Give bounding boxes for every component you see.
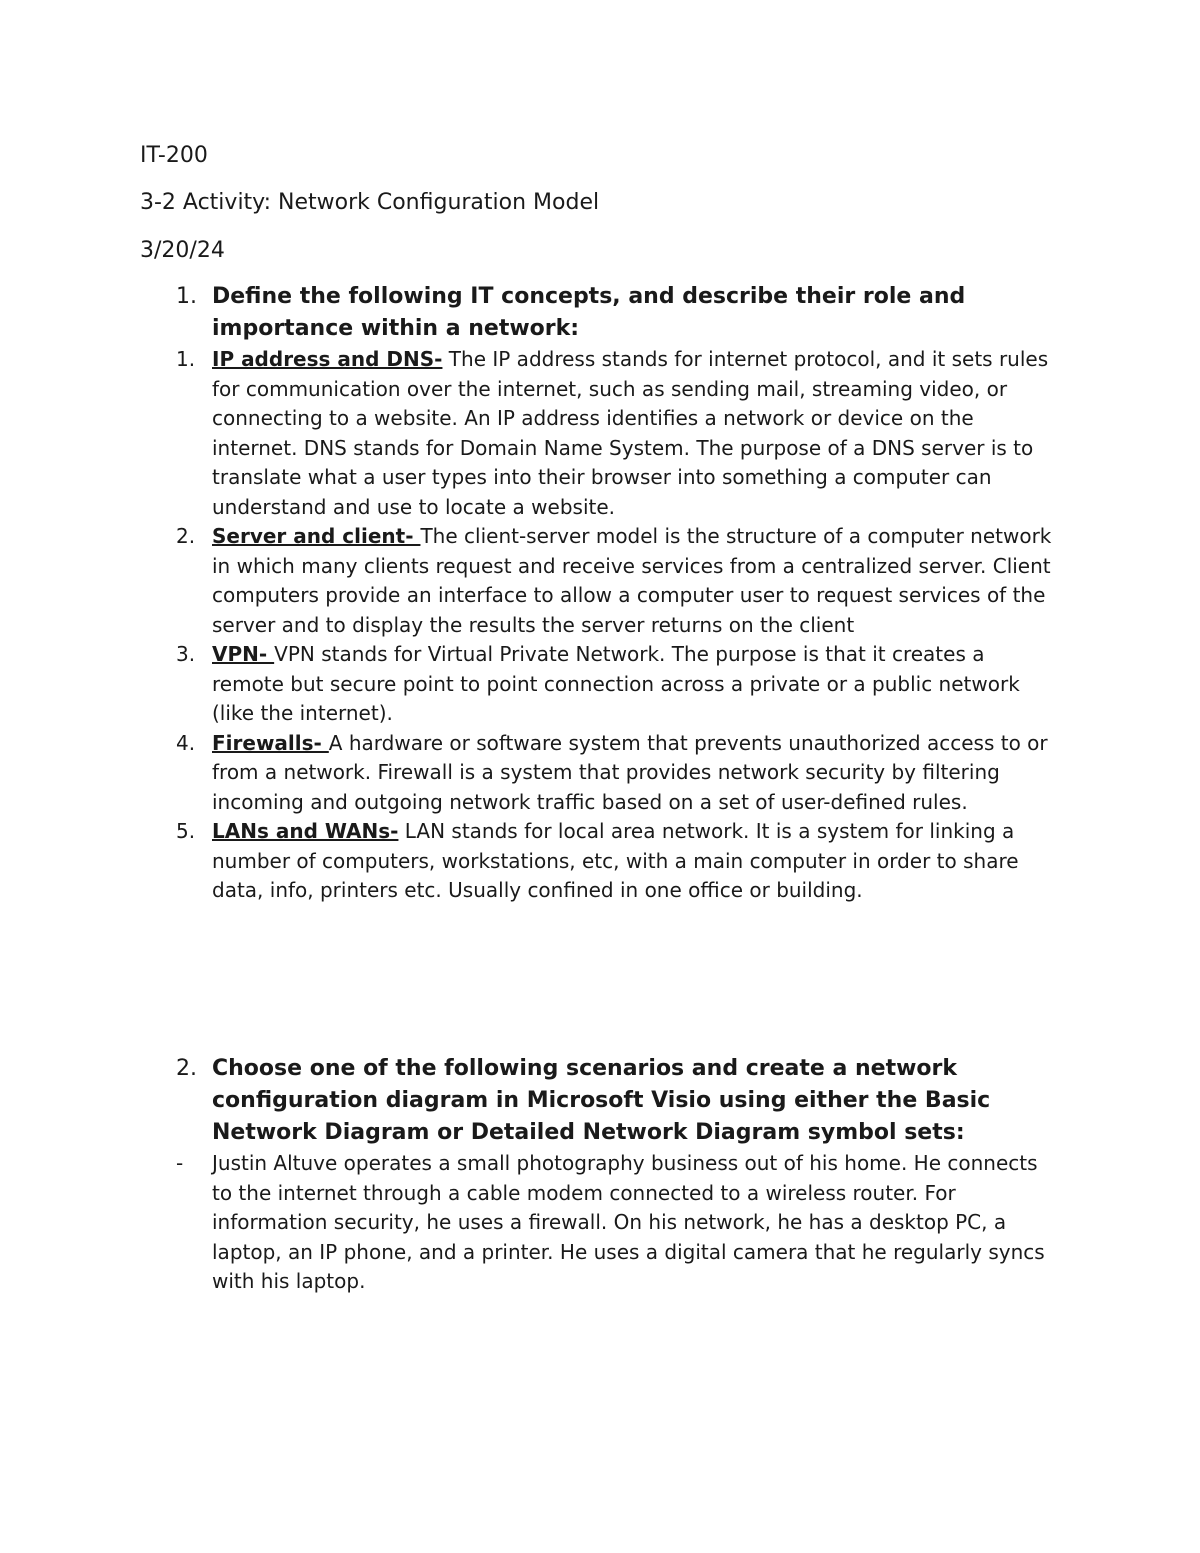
question-2-number: 2. bbox=[176, 1056, 197, 1081]
concept-number: 3. bbox=[176, 642, 196, 666]
concept-term: LANs and WANs- bbox=[212, 819, 399, 843]
question-1-number: 1. bbox=[176, 284, 197, 309]
concept-term: Server and client- bbox=[212, 524, 421, 548]
scenario-item bbox=[0, 1149, 1200, 1297]
concept-description: The IP address stands for internet protocol, and it sets rules for communication over the internet, such as sending mail, streaming video, or connecting to a website. An IP address identifies a network or device on the internet. DNS stands for Domain Name System. The purpose of a DNS server is to translate what a user types into their browser into something a computer can understand and use to locate a website. bbox=[212, 347, 1049, 519]
concept-number: 1. bbox=[176, 347, 196, 371]
concept-number: 4. bbox=[176, 730, 196, 755]
question-1-text: Define the following IT concepts, and describe their role and importance within a network: bbox=[212, 284, 966, 341]
concept-description: VPN stands for Virtual Private Network. The purpose is that it creates a remote but secure point to point connection across a private or a public network (like the internet). bbox=[212, 642, 1020, 725]
concept-term: Firewalls- bbox=[212, 730, 329, 755]
scenario-bullet: - bbox=[176, 1151, 184, 1175]
concept-number: 5. bbox=[176, 819, 196, 843]
concept-firewalls bbox=[0, 729, 1200, 818]
course-code: IT-200 bbox=[140, 143, 208, 168]
question-1 bbox=[0, 281, 1200, 345]
concept-description: LAN stands for local area network. It is a system for linking a number of computers, workstations, etc, with a main computer in order to share data, info, printers etc. Usually confined in one office or building. bbox=[212, 819, 1019, 902]
concept-number: 2. bbox=[176, 524, 196, 548]
concept-ip-dns bbox=[0, 345, 1200, 522]
scenario-text: Justin Altuve operates a small photography business out of his home. He connects to the internet through a cable modem connected to a wireless router. For information security, he uses a firewall. On his network, he has a desktop PC, a laptop, an IP phone, and a printer. He uses a digital camera that he regularly syncs with his laptop. bbox=[212, 1151, 1045, 1293]
concept-term: VPN- bbox=[212, 642, 275, 666]
concept-term: IP address and DNS- bbox=[212, 347, 443, 371]
question-1-block bbox=[0, 281, 1200, 906]
document-date: 3/20/24 bbox=[140, 238, 225, 263]
concept-server-client bbox=[0, 522, 1200, 640]
document-title: 3-2 Activity: Network Configuration Model bbox=[140, 190, 600, 215]
question-2-block bbox=[0, 1053, 1200, 1297]
concept-description: A hardware or software system that prevents unauthorized access to or from a network. Firewall is a system that provides network security by filtering incoming and outgoing network traffic based on a set of user-defined rules. bbox=[212, 730, 1048, 814]
concept-description: The client-server model is the structure of a computer network in which many clients request and receive services from a centralized server. Client computers provide an interface to allow a computer user to request services of the server and to display the results the server returns on the client bbox=[212, 524, 1052, 637]
concept-vpn bbox=[0, 640, 1200, 729]
concept-lans-wans bbox=[0, 817, 1200, 906]
question-2 bbox=[0, 1053, 1200, 1149]
question-2-text: Choose one of the following scenarios and create a network configuration diagram in Microsoft Visio using either the Basic Network Diagram or Detailed Network Diagram symbol sets: bbox=[212, 1056, 991, 1145]
